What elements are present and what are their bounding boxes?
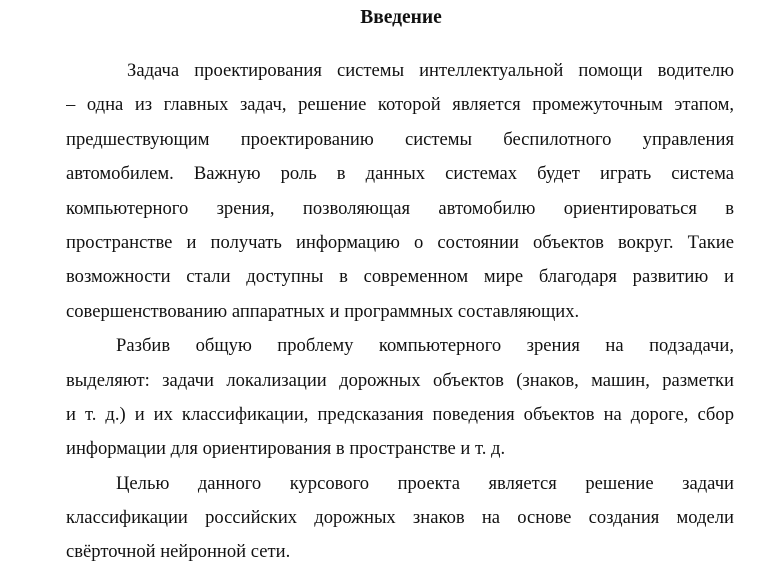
text-line: и т. д.) и их классификации, предсказания поведения объектов на дороге, сбор: [66, 403, 734, 425]
text-line: компьютерного зрения, позволяющая автомобилю ориентироваться в: [66, 197, 734, 219]
text-line: информации для ориентирования в пространстве и т. д.: [66, 438, 506, 460]
text-line: совершенствованию аппаратных и программных составляющих.: [66, 300, 580, 322]
document-title: Введение: [360, 7, 442, 28]
document-body: [66, 54, 734, 570]
text-line: возможности стали доступны в современном мире благодаря развитию и: [66, 266, 734, 288]
text-line: классификации российских дорожных знаков на основе создания модели: [66, 507, 734, 529]
text-line: пространстве и получать информацию о состоянии объектов вокруг. Такие: [66, 231, 734, 253]
text-line: Задача проектирования системы интеллектуальной помощи водителю: [127, 60, 734, 81]
paragraph-1: [66, 54, 734, 329]
text-line: автомобилем. Важную роль в данных системах будет играть система: [66, 163, 734, 185]
text-line: выделяют: задачи локализации дорожных объектов (знаков, машин, разметки: [66, 369, 734, 391]
paragraph-3: [66, 467, 734, 570]
text-line: – одна из главных задач, решение которой является промежуточным этапом,: [66, 94, 734, 116]
text-line: свёрточной нейронной сети.: [66, 541, 291, 563]
text-line: предшествующим проектированию системы беспилотного управления: [66, 128, 734, 150]
paragraph-2: [66, 329, 734, 467]
text-line: Целью данного курсового проекта является решение задачи: [116, 472, 734, 494]
text-line: Разбив общую проблему компьютерного зрения на подзадачи,: [116, 335, 734, 357]
